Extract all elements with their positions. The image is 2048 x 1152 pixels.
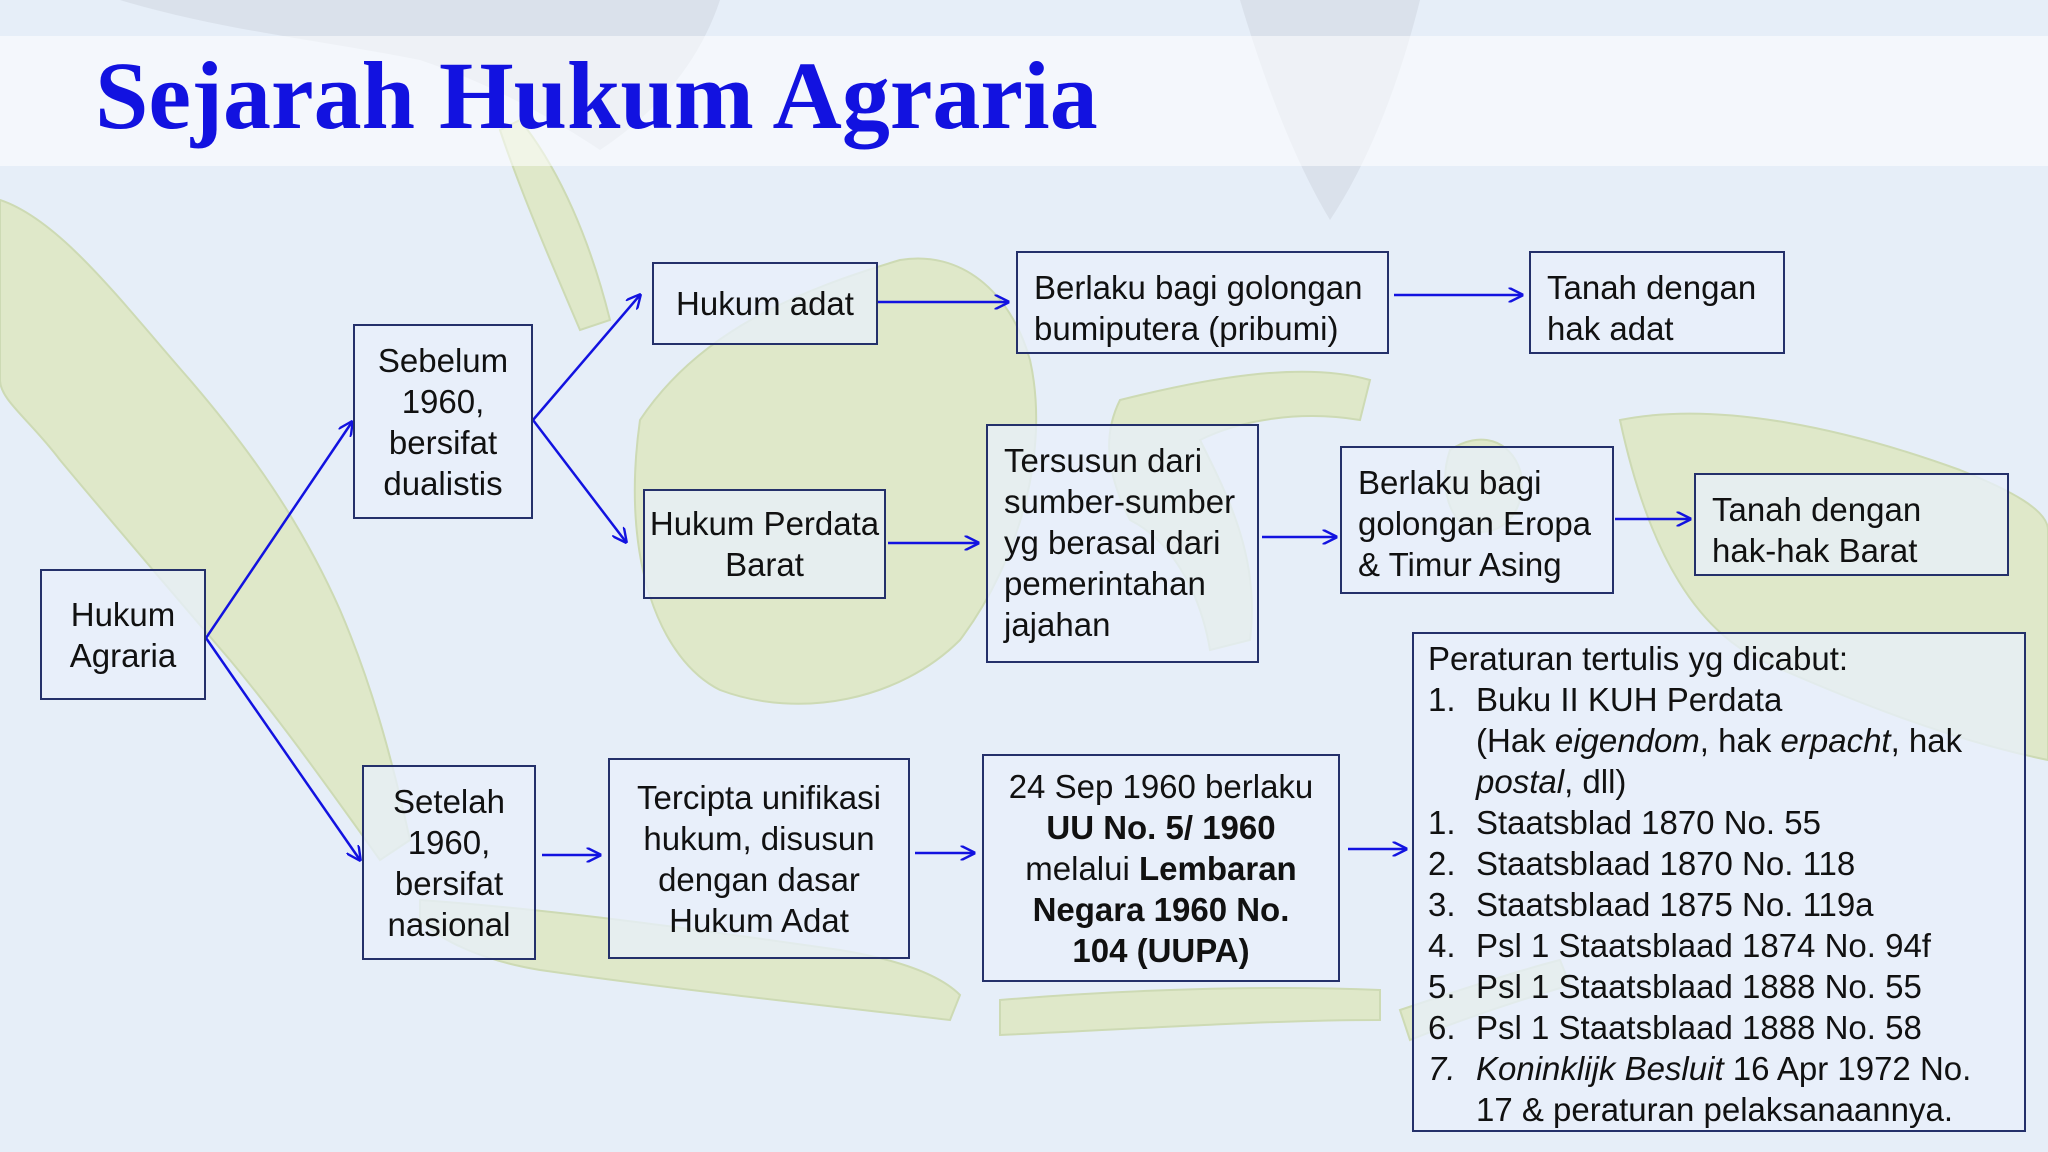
note-eigendom: eigendom — [1554, 722, 1700, 759]
node-tercipta-unifikasi — [608, 758, 910, 959]
node-sebelum-1960 — [353, 324, 533, 519]
node-hukum-adat — [652, 262, 878, 345]
note-close: , dll) — [1564, 763, 1627, 800]
peraturan-item-text: Staatsblad 1870 No. 55 — [1476, 804, 1821, 841]
peraturan-item-text: Buku II KUH Perdata — [1476, 681, 1783, 718]
note-open: (Hak — [1476, 722, 1555, 759]
node-berlaku-bumiputera — [1016, 251, 1389, 354]
peraturan-item-number: 3. — [1428, 886, 1456, 923]
node-tanah-hak-barat-label: Tanah dengan hak-hak Barat — [1712, 491, 1922, 569]
node-tanah-hak-adat — [1529, 251, 1785, 354]
arrow-agraria-to-setelah — [206, 638, 360, 860]
peraturan-item-number: 6. — [1428, 1009, 1456, 1046]
node-tanah-hak-barat — [1694, 473, 2009, 576]
node-uupa-line4: Negara 1960 No. — [1032, 890, 1290, 928]
node-hukum-perdata-barat — [643, 489, 886, 599]
peraturan-item-number: 7. — [1428, 1050, 1456, 1087]
peraturan-item-number: 1. — [1428, 804, 1456, 841]
node-berlaku-eropa — [1340, 446, 1614, 594]
peraturan-item-number: 4. — [1428, 927, 1456, 964]
arrow-sebelum-to-perdata — [533, 420, 626, 542]
node-tercipta-unifikasi-label: Tercipta unifikasi hukum, disusun dengan dasar Hukum Adat — [637, 778, 881, 939]
node-uupa-line1: 24 Sep 1960 berlaku — [1008, 767, 1314, 805]
note-mid2: , hak — [1890, 722, 1963, 759]
peraturan-item-number: 5. — [1428, 968, 1456, 1005]
node-tersusun-dari — [986, 424, 1259, 663]
peraturan-item — [1428, 925, 2010, 966]
node-tersusun-dari-label: Tersusun dari sumber-sumber yg berasal dari pemerintahan jajahan — [1004, 442, 1236, 643]
node-hukum-agraria — [40, 569, 206, 700]
peraturan-item-text: Psl 1 Staatsblaad 1888 No. 55 — [1476, 968, 1922, 1005]
arrow-sebelum-to-adat — [533, 295, 640, 420]
peraturan-item-text: Psl 1 Staatsblaad 1874 No. 94f — [1476, 927, 1931, 964]
peraturan-item — [1428, 1048, 2010, 1130]
peraturan-item-number: 2. — [1428, 845, 1456, 882]
peraturan-item-text-italic: Koninklijk Besluit — [1476, 1050, 1724, 1087]
peraturan-item — [1428, 884, 2010, 925]
note-postal: postal — [1476, 763, 1565, 800]
node-berlaku-eropa-label: Berlaku bagi golongan Eropa & Timur Asing — [1358, 464, 1592, 583]
node-uupa-line3-prefix: melalui — [1025, 849, 1139, 887]
peraturan-item — [1428, 843, 2010, 884]
note-erpacht: erpacht — [1780, 722, 1891, 759]
node-hukum-perdata-barat-label: Hukum Perdata Barat — [649, 505, 880, 583]
node-hukum-adat-label: Hukum adat — [676, 285, 854, 322]
node-uupa-line3-bold: Lembaran — [1138, 849, 1297, 887]
peraturan-list — [1428, 679, 2010, 1130]
page-title: Sejarah Hukum Agraria — [95, 42, 1098, 149]
peraturan-item — [1428, 1007, 2010, 1048]
node-uupa — [982, 754, 1340, 982]
peraturan-item-text: Psl 1 Staatsblaad 1888 No. 58 — [1476, 1009, 1922, 1046]
node-setelah-1960 — [362, 765, 536, 960]
node-sebelum-1960-label: Sebelum 1960, bersifat dualistis — [377, 341, 509, 502]
arrow-agraria-to-sebelum — [206, 422, 352, 638]
peraturan-item-number: 1. — [1428, 681, 1456, 718]
node-tanah-hak-adat-label: Tanah dengan hak adat — [1547, 269, 1757, 347]
node-uupa-line3 — [1009, 848, 1314, 889]
peraturan-item-text: Staatsblaad 1875 No. 119a — [1476, 886, 1874, 923]
node-hukum-agraria-label: Hukum Agraria — [69, 595, 177, 674]
node-berlaku-bumiputera-label: Berlaku bagi golongan bumiputera (pribumi) — [1034, 269, 1363, 347]
node-peraturan-dicabut — [1412, 632, 2026, 1132]
peraturan-item-note — [1476, 722, 1962, 800]
peraturan-item — [1428, 679, 2010, 802]
peraturan-item — [1428, 966, 2010, 1007]
node-uupa-line5: 104 (UUPA) — [1072, 931, 1250, 969]
peraturan-item — [1428, 802, 2010, 843]
note-mid1: , hak — [1699, 722, 1781, 759]
node-setelah-1960-label: Setelah 1960, bersifat nasional — [387, 782, 511, 943]
peraturan-heading: Peraturan tertulis yg dicabut: — [1428, 640, 1849, 677]
peraturan-item-text: 16 Apr 1972 No. 17 & peraturan pelaksanaannya. — [1476, 1050, 1972, 1128]
node-uupa-line2: UU No. 5/ 1960 — [1046, 808, 1276, 846]
peraturan-item-text: Staatsblaad 1870 No. 118 — [1476, 845, 1856, 882]
